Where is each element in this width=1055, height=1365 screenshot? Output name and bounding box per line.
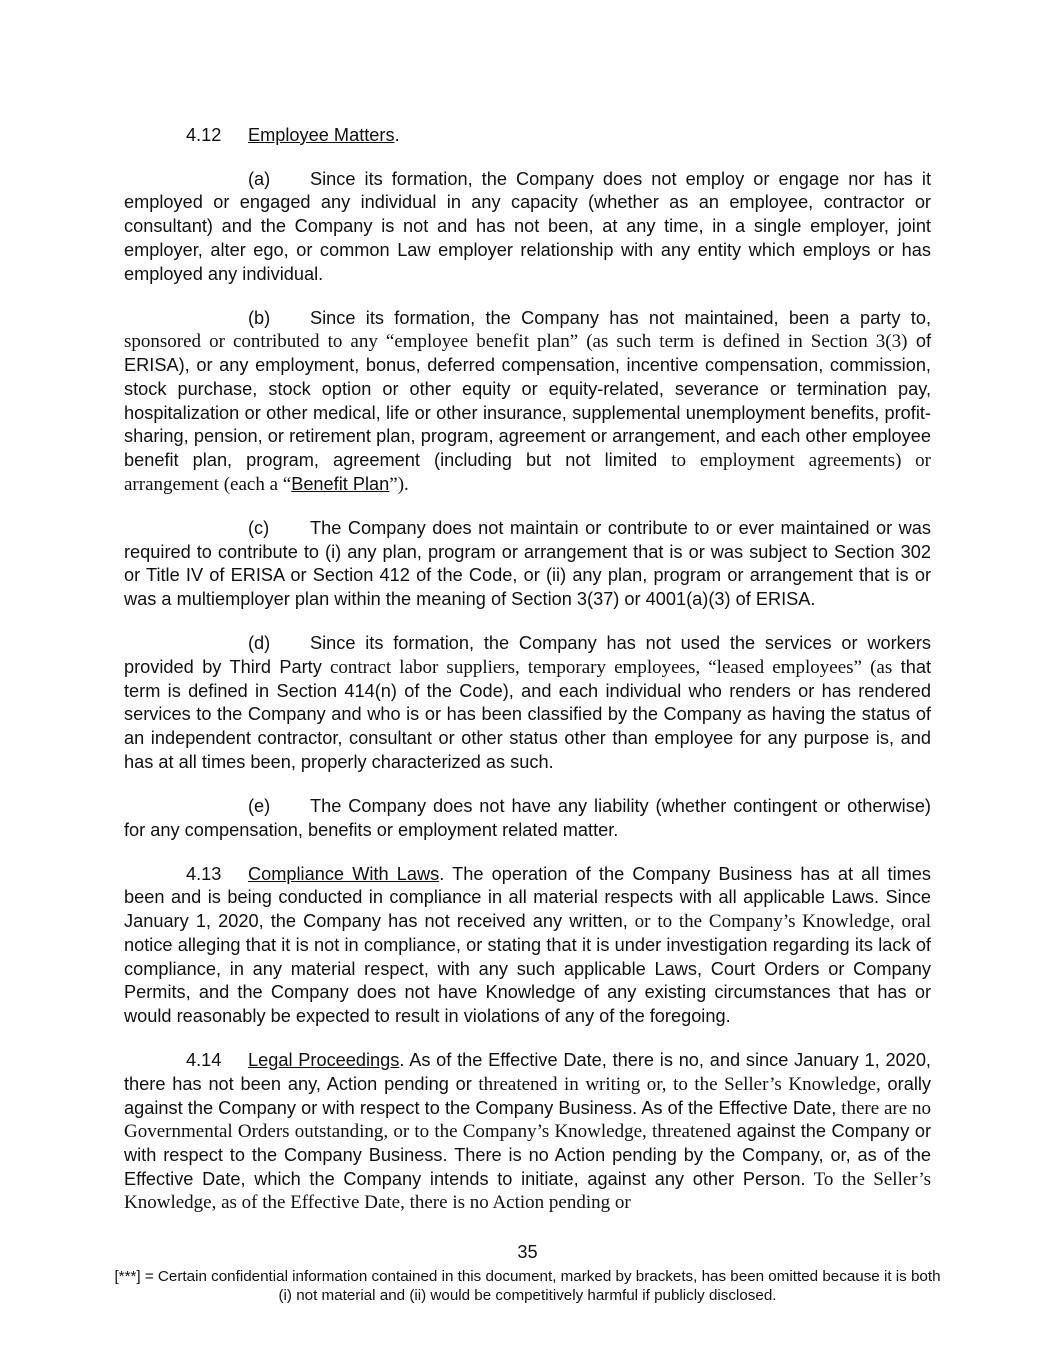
section-title: Compliance With Laws — [248, 863, 440, 884]
section-4-13 — [124, 863, 931, 1029]
paragraph-4-12-e — [124, 795, 931, 842]
paragraph-text-serif: to employment agreements) or arrangement (each a “ — [124, 449, 931, 495]
paragraph-text: notice alleging that it is not in compliance, or stating that it is under investigation regarding its lack of compliance, in any material respect, with any such applicable Laws, Court Orders or Company Permits, and the Company does not have Knowledge of any existing circumstances that has or would reasonably be expected to result in violations of any of the foregoing. — [124, 934, 931, 1026]
subsection-label: (a) — [248, 168, 271, 189]
paragraph-text: Since its formation, the Company has not used the services or workers provided by Third Party — [124, 633, 931, 677]
section-number: 4.12 — [186, 125, 222, 145]
section-4-14 — [124, 1049, 931, 1215]
subsection-label: (b) — [248, 307, 271, 328]
section-number: 4.14 — [186, 1050, 222, 1071]
defined-term: Benefit Plan — [291, 473, 390, 494]
paragraph-text: against the Company or with respect to the Company Business. There is no Action pending by the Company, or, as of the Effective Date, which the Company intends to initiate, against any other Person. — [124, 1121, 931, 1189]
section-title: Legal Proceedings — [248, 1050, 400, 1071]
section-4-12-heading — [124, 124, 931, 148]
page-number: 35 — [517, 1242, 538, 1262]
paragraph-text: The Company does not maintain or contribute to or ever maintained or was required to contribute to (i) any plan, program or arrangement that is or was subject to Section 302 or Title IV of ERISA or Section 412 of the Code, or (ii) any plan, program or arrangement that is or was a multiemployer plan within the meaning of Section 3(37) or 4001(a)(3) of ERISA. — [124, 517, 931, 609]
paragraph-text: orally against the Company or with respect to the Company Business. As of the Effective Date, — [124, 1073, 931, 1118]
paragraph-text-serif: ”). — [389, 473, 409, 495]
paragraph-text: of ERISA), or any employment, bonus, deferred compensation, incentive compensation, commission, stock purchase, stock option or other equity or equity-related, severance or termination pay, hospitalization or other medical, life or other insurance, supplemental unemployment benefits, profit-sharing, pension, or retirement plan, program, agreement or arrangement, and each other employee benefit plan, program, agreement (including but not limited — [124, 331, 931, 470]
paragraph-text-serif: or to the Company’s Knowledge, oral — [627, 911, 931, 933]
title-period: . — [394, 125, 400, 145]
paragraph-text: . The operation of the Company Business has at all times been and is being conducted in compliance in all material respects with all applicable Laws. Since January 1, 2020, the Company has not received any written, — [124, 863, 931, 932]
subsection-label: (e) — [248, 795, 271, 816]
paragraph-text: . As of the Effective Date, there is no, and since January 1, 2020, there has not been any, Action pending or — [124, 1050, 931, 1094]
paragraph-4-12-b — [124, 307, 931, 497]
paragraph-text: Since its formation, the Company has not maintained, been a party to, — [310, 307, 931, 328]
paragraph-4-12-c — [124, 517, 931, 612]
section-number: 4.13 — [186, 863, 222, 884]
paragraph-text: Since its formation, the Company does not employ or engage nor has it employed or engaged any individual in any capacity (whether as an employee, contractor or consultant) and the Company is not and has not been, at any time, in a single employer, joint employer, alter ego, or common Law employer relationship with any entity which employs or has employed any individual. — [124, 168, 931, 284]
paragraph-text-serif: sponsored or contributed to any “employee benefit plan” (as such term is defined in Section 3(3) — [124, 331, 908, 353]
paragraph-text: that term is defined in Section 414(n) of the Code), and each individual who renders or has rendered services to the Company and who is or has been classified by the Company as having the status of an independent contractor, consultant or other status other than employee for any purpose is, and has at all times been, properly characterized as such. — [124, 656, 931, 772]
paragraph-4-12-a — [124, 168, 931, 287]
section-title: Employee Matters — [248, 125, 395, 145]
page-footer — [110, 1240, 945, 1305]
paragraph-text-serif: To the Seller’s Knowledge, as of the Effective Date, there is no Action pending or — [124, 1168, 931, 1214]
paragraph-4-12-d — [124, 632, 931, 774]
document-page — [124, 124, 931, 1236]
confidentiality-footnote: [***] = Certain confidential information contained in this document, marked by brackets, has been omitted because it is both (i) not material and (ii) would be competitively harmful if publicly disclosed. — [114, 1268, 941, 1304]
paragraph-text-serif: contract labor suppliers, temporary employees, “leased employees” (as — [321, 656, 893, 678]
paragraph-text: The Company does not have any liability (whether contingent or otherwise) for any compensation, benefits or employment related matter. — [124, 795, 931, 840]
subsection-label: (c) — [248, 517, 270, 538]
subsection-label: (d) — [248, 633, 271, 654]
paragraph-text-serif: threatened in writing or, to the Seller’s Knowledge, — [471, 1073, 881, 1095]
paragraph-text-serif: there are no Governmental Orders outstanding, or to the Company’s Knowledge, threatened — [124, 1097, 932, 1143]
